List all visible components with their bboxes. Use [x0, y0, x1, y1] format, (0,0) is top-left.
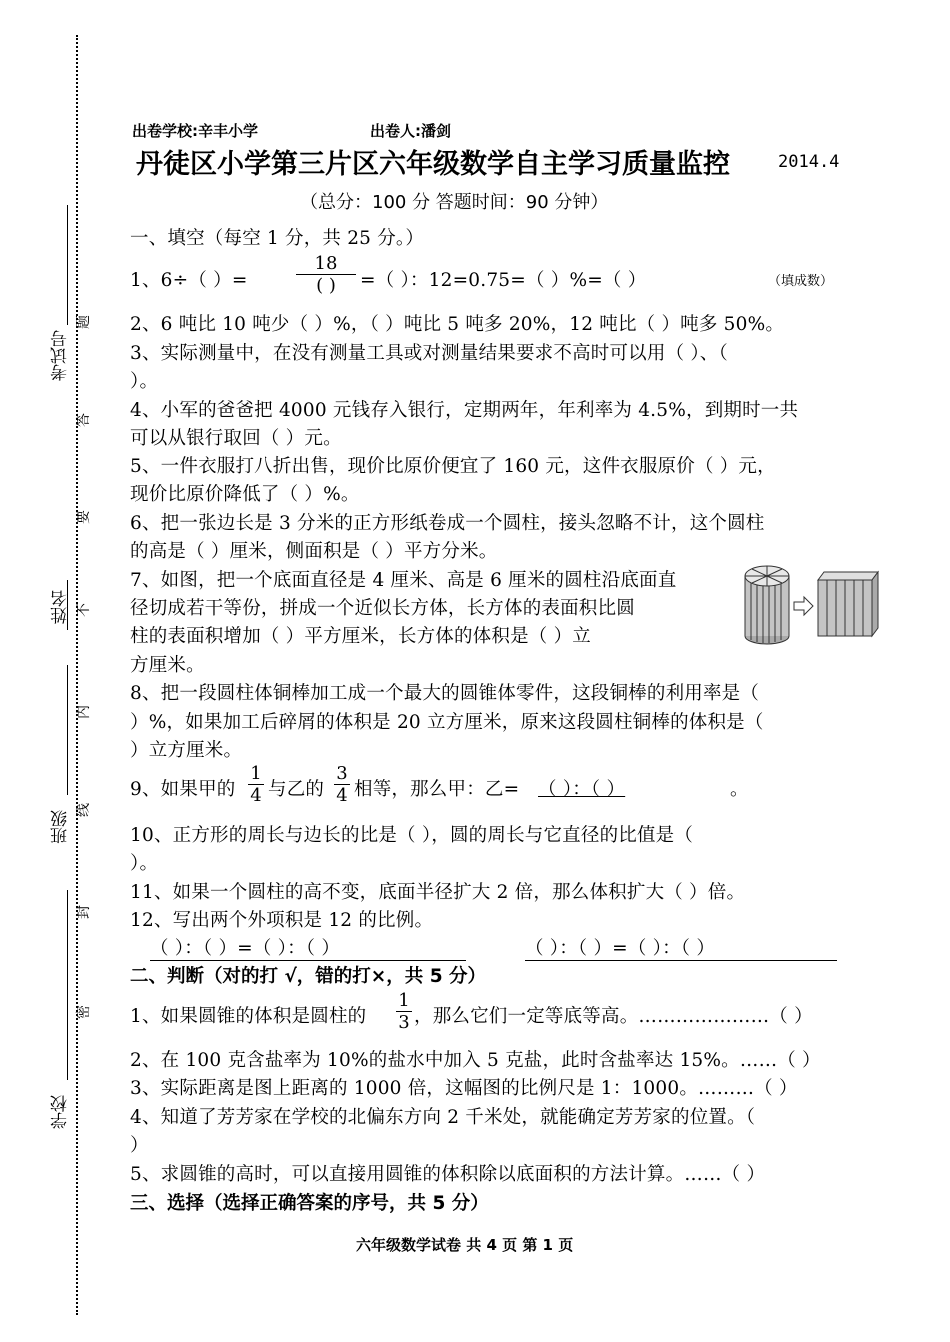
- question-4-line-2: 可以从银行取回（ ）元。: [130, 428, 342, 449]
- seal-char: 答: [76, 413, 92, 427]
- question-12: 12、写出两个外项积是 12 的比例。: [130, 910, 434, 931]
- question-10-line-1: 10、正方形的周长与边长的比是（ ），圆的周长与它直径的比值是（: [130, 825, 694, 846]
- question-7-line-2: 径切成若干等份，拼成一个近似长方体，长方体的表面积比圆: [130, 598, 635, 619]
- judge-question-5: 5、求圆锥的高时，可以直接用圆锥的体积除以底面积的方法计算。……（ ）: [130, 1164, 766, 1185]
- question-12-answer-right: （ ）：（ ）=（ ）：（ ）: [525, 934, 837, 961]
- question-8-line-1: 8、把一段圆柱体铜棒加工成一个最大的圆锥体零件，这段铜棒的利用率是（: [130, 683, 760, 704]
- judge-question-3: 3、实际距离是图上距离的 1000 倍，这幅图的比例尺是 1：1000。………（ ）: [130, 1078, 798, 1099]
- fraction-numerator: 1: [250, 763, 262, 784]
- question-1-part-a: 1、6÷（ ）=: [130, 270, 248, 291]
- question-4-line-1: 4、小军的爸爸把 4000 元钱存入银行，定期两年，年利率为 4.5%，到期时一共: [130, 400, 799, 421]
- exam-date: 2014.4: [778, 152, 840, 172]
- fraction-denominator: ( ): [296, 274, 356, 296]
- question-8-line-3: ）立方厘米。: [130, 740, 243, 761]
- question-10-line-2: ）。: [130, 853, 159, 874]
- question-2: 2、6 吨比 10 吨少（ ）%，（ ）吨比 5 吨多 20%，12 吨比（ ）吨多 50%。: [130, 314, 785, 335]
- fraction: [248, 763, 264, 806]
- judge-question-4-line-2: ）: [130, 1135, 149, 1156]
- question-1-part-b: =（ ）：12=0.75=（ ）%=（ ）: [360, 270, 647, 291]
- question-9-part-c: 相等，那么甲：乙=: [354, 779, 520, 800]
- seal-char: 要: [76, 510, 92, 524]
- question-8-line-2: ）%，如果加工后碎屑的体积是 20 立方厘米，原来这段圆柱铜棒的体积是（: [130, 712, 764, 733]
- class-line: [67, 665, 68, 795]
- page-footer: 六年级数学试卷 共 4 页 第 1 页: [356, 1236, 574, 1254]
- section-heading: 一、填空（每空 1 分，共 25 分。）: [130, 228, 425, 249]
- question-11: 11、如果一个圆柱的高不变，底面半径扩大 2 倍，那么体积扩大（ ）倍。: [130, 882, 746, 903]
- fraction: [396, 990, 412, 1033]
- fraction-numerator: 1: [398, 990, 410, 1011]
- seal-char: 线: [76, 803, 92, 817]
- school-info: 出卷学校:辛丰小学: [132, 122, 258, 140]
- fraction: [334, 763, 350, 806]
- question-3-line-1: 3、实际测量中，在没有测量工具或对测量结果要求不高时可以用（ ）、（: [130, 343, 728, 364]
- question-5-line-2: 现价比原价降低了（ ）%。: [130, 484, 360, 505]
- question-7-line-1: 7、如图，把一个底面直径是 4 厘米、高是 6 厘米的圆柱沿底面直: [130, 570, 677, 591]
- page-title: 丹徒区小学第三片区六年级数学自主学习质量监控: [136, 149, 730, 180]
- question-6-line-2: 的高是（ ）厘米，侧面积是（ ）平方分米。: [130, 541, 498, 562]
- school-line: [67, 890, 68, 1080]
- question-7-line-3: 柱的表面积增加（ ）平方厘米，长方体的体积是（ ）立: [130, 626, 591, 647]
- question-12-answer-left: （ ）：（ ）=（ ）：（ ）: [150, 934, 466, 961]
- fraction-denominator: 4: [334, 784, 350, 806]
- seal-char: 内: [76, 705, 92, 719]
- seal-char: 密: [76, 1005, 92, 1019]
- question-3-line-2: ）。: [130, 371, 159, 392]
- question-1-note: （填成数）: [768, 274, 834, 289]
- author-info: 出卷人:潘剑: [370, 122, 451, 140]
- fraction-numerator: 18: [314, 253, 338, 274]
- section-heading: 二、判断（对的打 √，错的打×，共 5 分）: [130, 966, 487, 987]
- seal-char: 不: [76, 603, 92, 617]
- exam-number-line: [67, 205, 68, 325]
- page-subtitle: （总分：100 分 答题时间：90 分钟）: [300, 192, 609, 213]
- question-6-line-1: 6、把一张边长是 3 分米的正方形纸卷成一个圆柱，接头忽略不计，这个圆柱: [130, 513, 765, 534]
- judge-question-1-part-b: ，那么它们一定等底等高。…………………（ ）: [414, 1006, 813, 1027]
- exam-number-label: 考试号: [51, 330, 71, 381]
- school-label: 学校: [51, 1095, 71, 1129]
- class-label: 班级: [51, 810, 71, 844]
- question-5-line-1: 5、一件衣服打八折出售，现价比原价便宜了 160 元，这件衣服原价（ ）元，: [130, 456, 776, 477]
- fraction-denominator: 4: [248, 784, 264, 806]
- section-heading: 三、选择（选择正确答案的序号，共 5 分）: [130, 1193, 489, 1214]
- judge-question-2: 2、在 100 克含盐率为 10%的盐水中加入 5 克盐，此时含盐率达 15%。……（ ）: [130, 1050, 821, 1071]
- fraction: [296, 253, 356, 296]
- question-9-end: 。: [730, 779, 749, 800]
- judge-question-1-part-a: 1、如果圆锥的体积是圆柱的: [130, 1006, 367, 1027]
- question-9-part-a: 9、如果甲的: [130, 779, 236, 800]
- question-9-part-b: 与乙的: [268, 779, 325, 800]
- fraction-denominator: 3: [396, 1011, 412, 1033]
- fraction-numerator: 3: [336, 763, 348, 784]
- binding-dotted-line: [76, 35, 78, 1315]
- judge-question-4-line-1: 4、知道了芳芳家在学校的北偏东方向 2 千米处，就能确定芳芳家的位置。（: [130, 1107, 756, 1128]
- cylinder-illustration: [740, 560, 885, 645]
- question-9-blank: （ ）：（ ）: [538, 779, 626, 800]
- name-label: 姓名: [51, 590, 71, 624]
- seal-char: 封: [76, 905, 92, 919]
- seal-char: 题: [76, 315, 92, 329]
- question-7-line-4: 方厘米。: [130, 655, 205, 676]
